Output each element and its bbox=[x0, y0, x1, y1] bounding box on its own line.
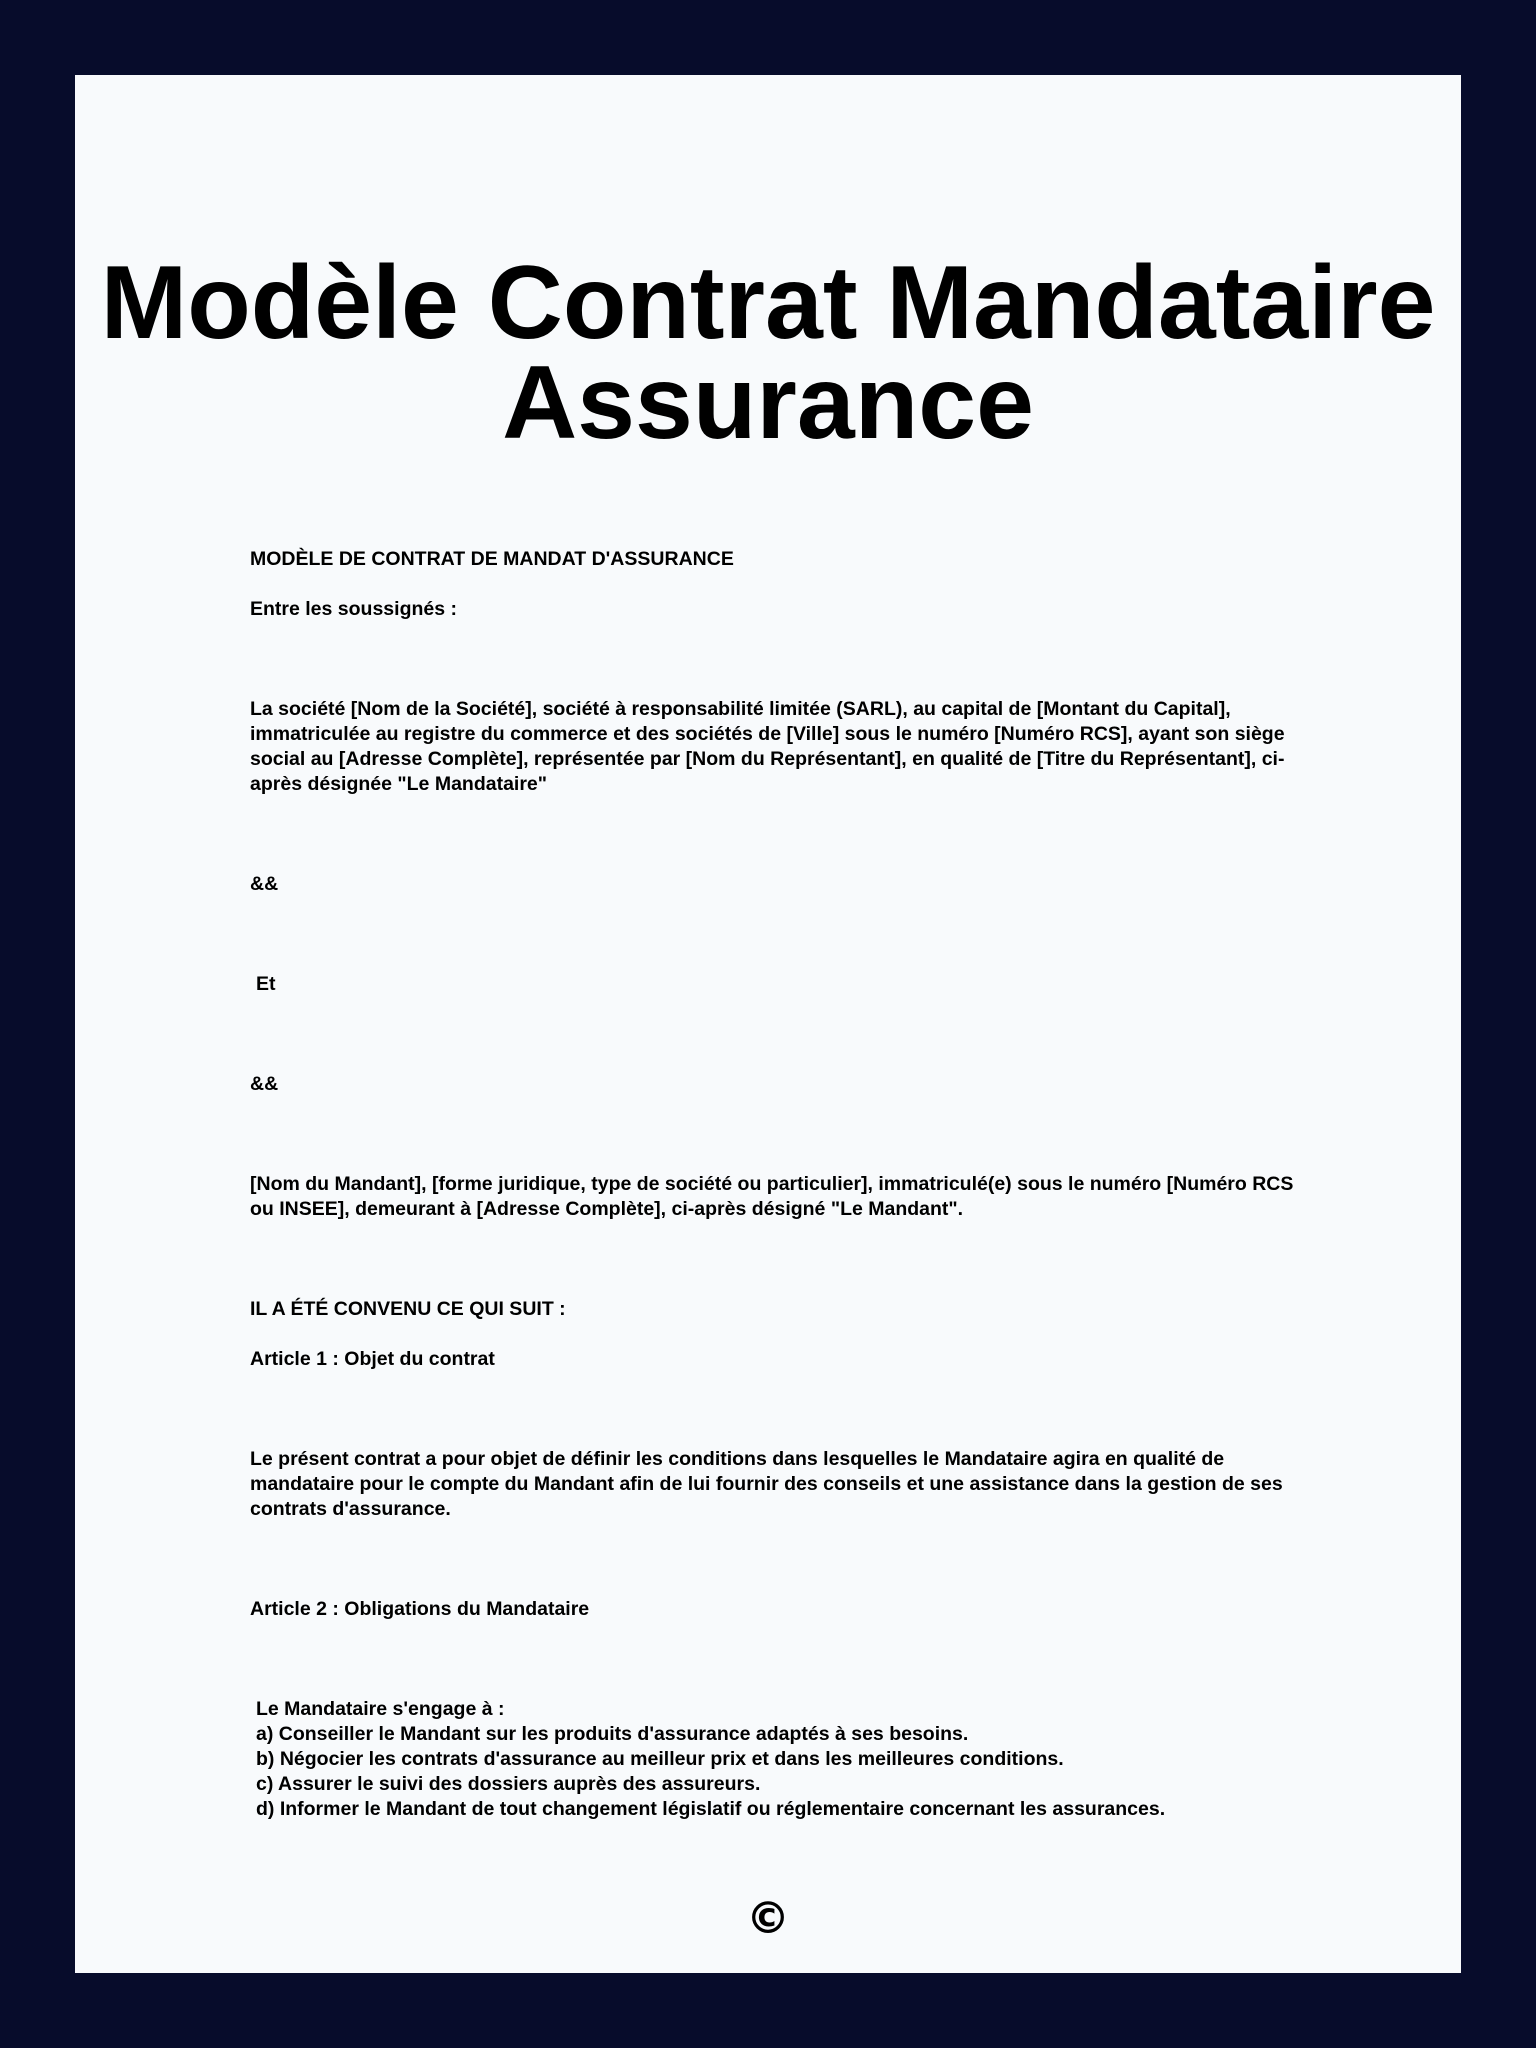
agreement-statement: IL A ÉTÉ CONVENU CE QUI SUIT : bbox=[250, 1298, 566, 1320]
article-2-item: b) Négocier les contrats d'assurance au meilleur prix et dans les meilleures conditions. bbox=[256, 1748, 1064, 1770]
document-title: Modèle Contrat Mandataire Assurance bbox=[100, 245, 1436, 461]
party-one-paragraph: La société [Nom de la Société], société à responsabilité limitée (SARL), au capital de [Montant du Capital], immatriculée au registre du commerce et des sociétés de [Ville] sous le numéro [Numéro RCS], ayant son siège social au [Adresse Complète], représentée par [Nom du Représentant], en qualité de [Titre du Représentant], ci-après désignée "Le Mandataire" bbox=[250, 698, 1285, 795]
parties-intro: Entre les soussignés : bbox=[250, 598, 457, 620]
article-2-title: Article 2 : Obligations du Mandataire bbox=[250, 1598, 590, 1620]
article-1-title: Article 1 : Objet du contrat bbox=[250, 1348, 495, 1370]
conjunction-text: Et bbox=[256, 973, 276, 995]
copyright-icon: © bbox=[746, 1893, 790, 1944]
separator-2: && bbox=[250, 1073, 279, 1095]
contract-heading: MODÈLE DE CONTRAT DE MANDAT D'ASSURANCE bbox=[250, 548, 734, 570]
document-body bbox=[250, 547, 1310, 1822]
document-page bbox=[75, 75, 1461, 1973]
article-2-item: a) Conseiller le Mandant sur les produits d'assurance adaptés à ses besoins. bbox=[256, 1723, 969, 1745]
party-two-paragraph: [Nom du Mandant], [forme juridique, type de société ou particulier], immatriculé(e) sous le numéro [Numéro RCS ou INSEE], demeurant à [Adresse Complète], ci-après désigné "Le Mandant". bbox=[250, 1173, 1294, 1220]
separator-1: && bbox=[250, 873, 279, 895]
article-2-item: d) Informer le Mandant de tout changement législatif ou réglementaire concernant les assurances. bbox=[256, 1798, 1166, 1820]
article-1-text: Le présent contrat a pour objet de définir les conditions dans lesquelles le Mandataire agira en qualité de mandataire pour le compte du Mandant afin de lui fournir des conseils et une assistance dans la gestion de ses contrats d'assurance. bbox=[250, 1448, 1283, 1520]
article-2-item: c) Assurer le suivi des dossiers auprès des assureurs. bbox=[256, 1773, 761, 1795]
article-2-intro: Le Mandataire s'engage à : bbox=[256, 1698, 505, 1720]
